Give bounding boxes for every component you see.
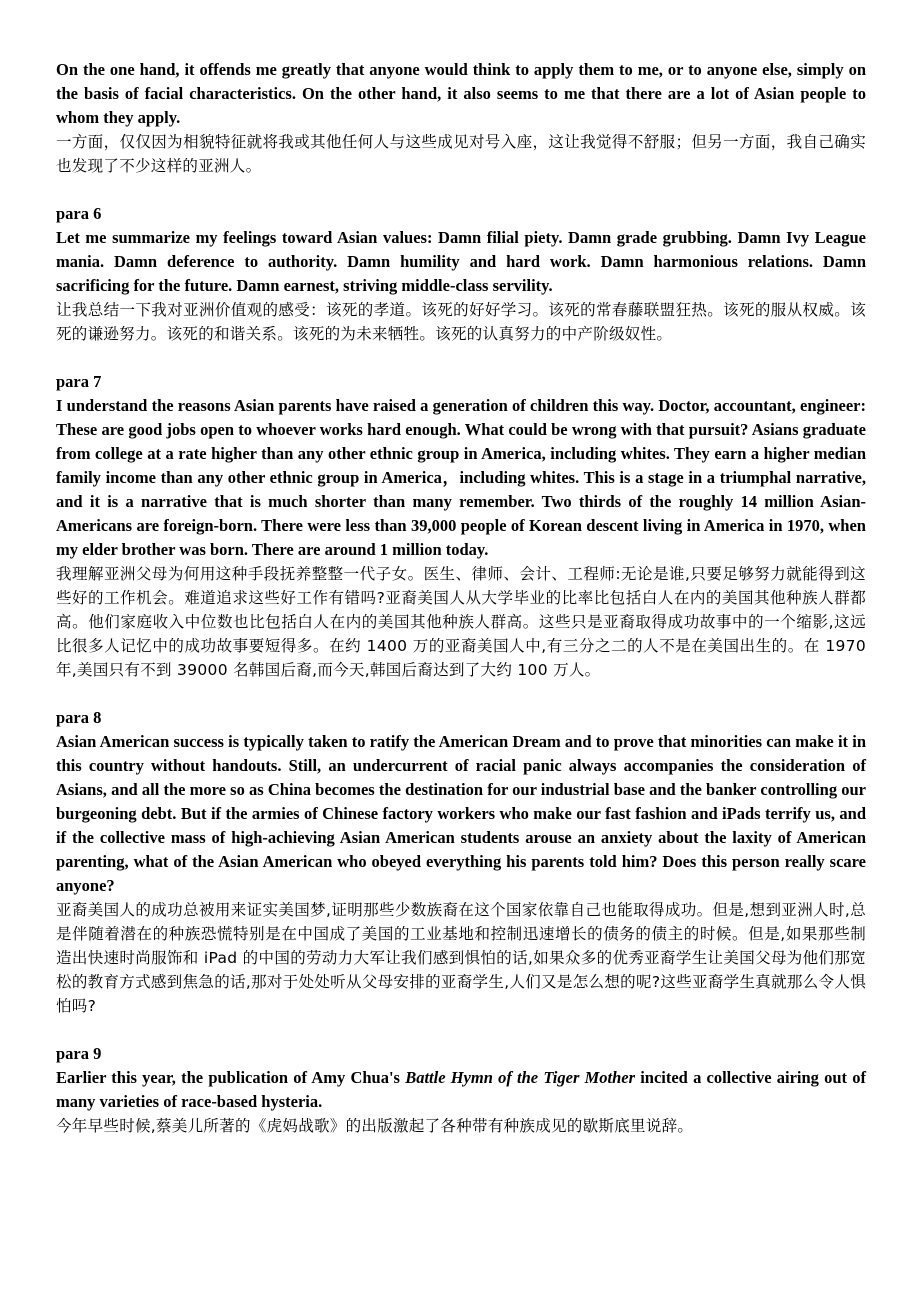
paragraph-block-5-end — [56, 58, 866, 178]
para-label: para 9 — [56, 1044, 102, 1063]
para-label: para 8 — [56, 708, 102, 727]
english-text-before: Earlier this year, the publication of Amy Chua's — [56, 1068, 406, 1087]
paragraph-block-7 — [56, 370, 866, 682]
document-page — [56, 58, 866, 1162]
chinese-translation: 让我总结一下我对亚洲价值观的感受：该死的孝道。该死的好好学习。该死的常春藤联盟狂热。该死的服从权威。该死的谦逊努力。该死的和谐关系。该死的为未来牺牲。该死的认真努力的中产阶级奴性。 — [56, 301, 866, 343]
paragraph-block-9 — [56, 1042, 866, 1138]
paragraph-block-6 — [56, 202, 866, 346]
chinese-translation: 一方面，仅仅因为相貌特征就将我或其他任何人与这些成见对号入座，这让我觉得不舒服；但另一方面，我自己确实也发现了不少这样的亚洲人。 — [56, 133, 866, 175]
book-title: Battle Hymn of the Tiger Mother — [405, 1068, 635, 1087]
para-label: para 7 — [56, 372, 102, 391]
para-label: para 6 — [56, 204, 102, 223]
english-text-after: incited a collective airing out of many varieties of race-based hysteria. — [56, 1068, 866, 1111]
chinese-translation: 亚裔美国人的成功总被用来证实美国梦,证明那些少数族裔在这个国家依靠自己也能取得成功。但是,想到亚洲人时,总是伴随着潜在的种族恐慌特别是在中国成了美国的工业基地和控制迅速增长的债务的债主的时候。但是,如果那些制造出快速时尚服饰和 iPad 的中国的劳动力大军让我们感到惧怕的话,如果众多的优秀亚裔学生让美国父母为他们那宽松的教育方式感到焦急的话,那对于处处听从父母安排的亚裔学生,人们又是怎么想的呢?这些亚裔学生真就那么令人惧怕吗? — [56, 901, 866, 1015]
english-text — [56, 1066, 866, 1114]
english-text: Asian American success is typically taken to ratify the American Dream and to prove that minorities can make it in this country without handouts. Still, an undercurrent of racial panic always accompanies the consideration of Asians, and all the more so as China becomes the destination for our industrial base and the banker controlling our burgeoning debt. But if the armies of Chinese factory workers who make our fast fashion and iPads terrify us, and if the collective mass of high-achieving Asian American students arouse an anxiety about the laxity of American parenting, what of the Asian American who obeyed everything his parents told him? Does this person really scare anyone? — [56, 732, 866, 895]
english-text: I understand the reasons Asian parents have raised a generation of children this way. Doctor, accountant, engineer: These are good jobs open to whoever works hard enough. What could be wrong with that pursuit? Asians graduate from college at a rate higher than any other ethnic group in America, including whites. They earn a higher median family income than any other ethnic group in America，including whites. This is a stage in a triumphal narrative, and it is a narrative that is much shorter than many remember. Two thirds of the roughly 14 million Asian-Americans are foreign-born. There were less than 39,000 people of Korean descent living in America in 1970, when my elder brother was born. There are around 1 million today. — [56, 396, 866, 559]
english-text: On the one hand, it offends me greatly that anyone would think to apply them to me, or to anyone else, simply on the basis of facial characteristics. On the other hand, it also seems to me that there are a lot of Asian people to whom they apply. — [56, 60, 866, 127]
paragraph-block-8 — [56, 706, 866, 1018]
chinese-translation: 我理解亚洲父母为何用这种手段抚养整整一代子女。医生、律师、会计、工程师:无论是谁,只要足够努力就能得到这些好的工作机会。难道追求这些好工作有错吗?亚裔美国人从大学毕业的比率比包括白人在内的美国其他种族人群都高。他们家庭收入中位数也比包括白人在内的美国其他种族人群高。这些只是亚裔取得成功故事中的一个缩影,这远比很多人记忆中的成功故事要短得多。在约 1400 万的亚裔美国人中,有三分之二的人不是在美国出生的。在 1970 年,美国只有不到 39000 名韩国后裔,而今天,韩国后裔达到了大约 100 万人。 — [56, 565, 866, 679]
english-text: Let me summarize my feelings toward Asian values: Damn filial piety. Damn grade grubbing. Damn Ivy League mania. Damn deference to authority. Damn humility and hard work. Damn harmonious relations. Damn sacrificing for the future. Damn earnest, striving middle-class servility. — [56, 228, 866, 295]
chinese-translation: 今年早些时候,蔡美儿所著的《虎妈战歌》的出版激起了各种带有种族成见的歇斯底里说辞。 — [56, 1117, 694, 1135]
